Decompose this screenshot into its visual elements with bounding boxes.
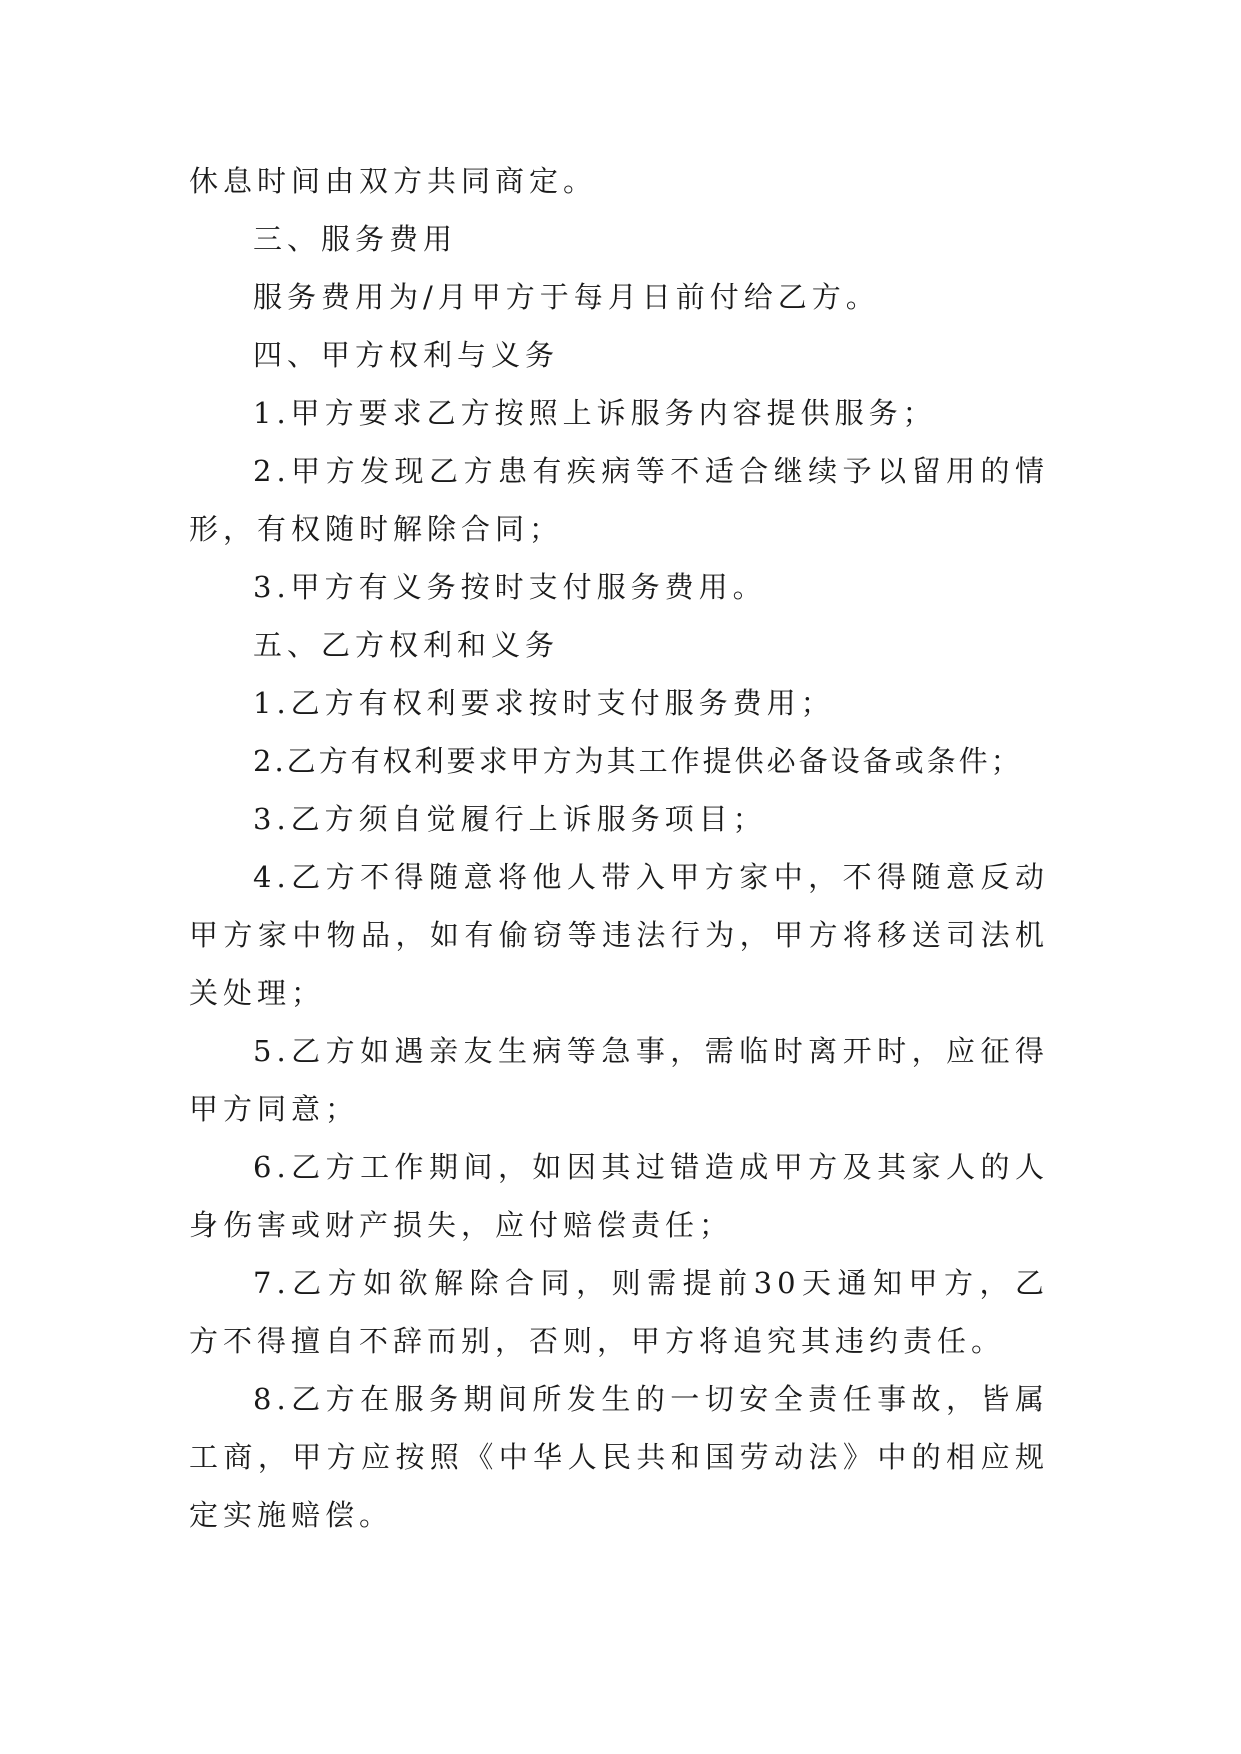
clause-a-3: 3.甲方有义务按时支付服务费用。 bbox=[253, 570, 767, 604]
clause-b-7: 7.乙方如欲解除合同，则需提前30天通知甲方，乙方不得擅自不辞而别，否则，甲方将追究其违约责任。 bbox=[189, 1266, 1049, 1358]
heading-party-a-rights: 四、甲方权利与义务 bbox=[253, 338, 560, 372]
heading-party-b-rights: 五、乙方权利和义务 bbox=[253, 628, 560, 662]
clause-b-6: 6.乙方工作期间，如因其过错造成甲方及其家人的人身伤害或财产损失，应付赔偿责任； bbox=[189, 1150, 1049, 1242]
heading-service-fee: 三、服务费用 bbox=[253, 222, 458, 256]
clause-a-2: 2.甲方发现乙方患有疾病等不适合继续予以留用的情形，有权随时解除合同； bbox=[189, 454, 1049, 546]
clause-b-3: 3.乙方须自觉履行上诉服务项目； bbox=[253, 802, 767, 836]
paragraph-service-fee: 服务费用为/月甲方于每月日前付给乙方。 bbox=[253, 280, 880, 314]
clause-b-8: 8.乙方在服务期间所发生的一切安全责任事故，皆属工商，甲方应按照《中华人民共和国劳动法》中的相应规定实施赔偿。 bbox=[189, 1382, 1049, 1532]
clause-b-1: 1.乙方有权利要求按时支付服务费用； bbox=[253, 686, 835, 720]
clause-b-4: 4.乙方不得随意将他人带入甲方家中，不得随意反动甲方家中物品，如有偷窃等违法行为，甲方将移送司法机关处理； bbox=[189, 860, 1049, 1010]
clause-b-2: 2.乙方有权利要求甲方为其工作提供必备设备或条件； bbox=[253, 744, 1023, 778]
paragraph-rest-time: 休息时间由双方共同商定。 bbox=[189, 164, 598, 198]
contract-text-body bbox=[189, 152, 1049, 1544]
clause-a-1: 1.甲方要求乙方按照上诉服务内容提供服务； bbox=[253, 396, 937, 430]
clause-b-5: 5.乙方如遇亲友生病等急事，需临时离开时，应征得甲方同意； bbox=[189, 1034, 1049, 1126]
